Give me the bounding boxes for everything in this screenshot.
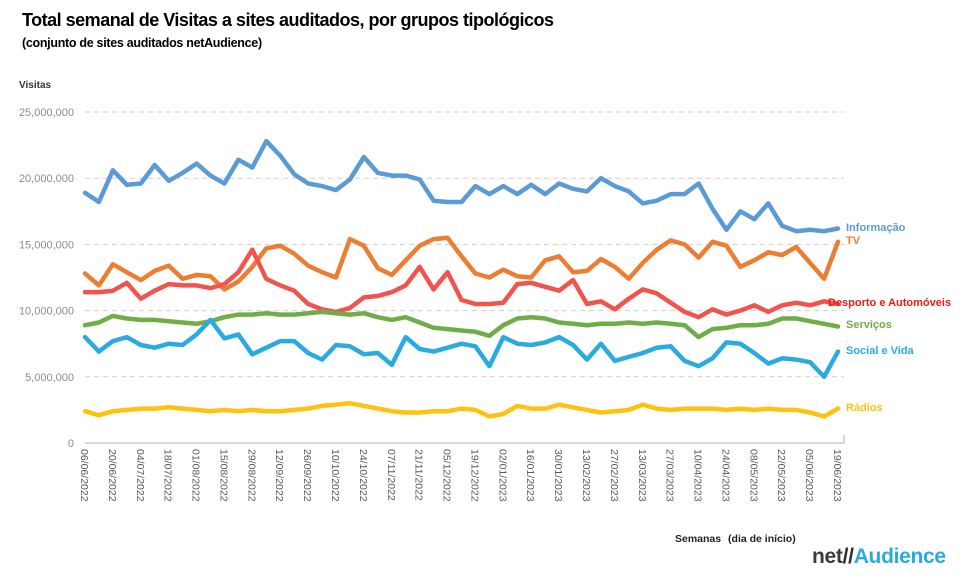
y-tick-label: 20,000,000: [18, 173, 74, 186]
logo-net-text: net: [812, 545, 843, 568]
y-tick-label: 25,000,000: [18, 107, 74, 119]
legend-label-radios: Rádios: [846, 401, 883, 414]
logo-audience-text: Audience: [853, 545, 946, 568]
x-tick-label: 07/11/2022: [384, 449, 397, 501]
x-axis-title: [675, 533, 796, 545]
logo-slashes-text: //: [842, 545, 854, 568]
x-tick-label: 10/04/2023: [691, 449, 704, 502]
x-tick-label: 13/02/2023: [580, 449, 592, 502]
x-tick-label: 27/03/2023: [663, 449, 676, 502]
x-tick-label: 08/05/2023: [747, 449, 760, 502]
x-tick-label: 12/09/2022: [273, 449, 286, 502]
x-tick-label: 01/08/2022: [189, 449, 202, 502]
x-axis-title-detail: (dia de início): [728, 533, 796, 545]
y-tick-label: 10,000,000: [18, 305, 74, 318]
legend-label-servicos: Serviços: [846, 319, 892, 332]
x-tick-label: 19/12/2022: [468, 449, 481, 502]
x-tick-label: 21/11/2022: [412, 449, 425, 501]
x-tick-label: 24/10/2022: [356, 449, 369, 502]
x-tick-label: 18/07/2022: [161, 449, 174, 502]
x-tick-label: 22/05/2023: [775, 449, 788, 502]
x-tick-label: 16/01/2023: [524, 449, 537, 502]
y-axis-title: Visitas: [19, 80, 52, 91]
x-tick-label: 06/06/2022: [78, 449, 90, 502]
x-tick-label: 04/07/2022: [133, 449, 146, 502]
x-tick-label: 02/01/2023: [496, 449, 509, 502]
legend-label-informacao: Informação: [846, 221, 906, 234]
y-tick-label: 15,000,000: [18, 239, 74, 252]
x-tick-label: 05/06/2023: [803, 449, 816, 502]
x-tick-label: 19/06/2023: [831, 449, 843, 502]
x-tick-label: 29/08/2022: [245, 449, 258, 502]
series-line-radios: [85, 403, 838, 416]
chart-subtitle: (conjunto de sites auditados netAudience): [22, 36, 262, 50]
x-tick-label: 24/04/2023: [719, 449, 732, 502]
series-line-informacao: [85, 141, 838, 231]
legend-label-tv: TV: [846, 234, 861, 247]
x-tick-label: 27/02/2023: [607, 449, 620, 502]
x-tick-label: 15/08/2022: [217, 449, 230, 502]
series-line-tv: [85, 238, 838, 290]
x-axis-title-main: Semanas: [675, 533, 722, 545]
x-tick-label: 10/10/2022: [329, 449, 341, 502]
y-tick-label: 0: [67, 438, 74, 450]
y-tick-label: 5,000,000: [25, 371, 74, 384]
chart-title: Total semanal de Visitas a sites auditados, por grupos tipológicos: [22, 10, 554, 30]
x-tick-label: 13/03/2023: [635, 449, 648, 502]
x-tick-label: 05/12/2022: [440, 449, 453, 502]
legend-label-desporto-e-automoveis: Desporto e Automóveis: [828, 296, 952, 309]
netaudience-logo: [812, 545, 946, 569]
x-tick-label: 30/01/2023: [552, 449, 565, 502]
x-tick-label: 26/09/2022: [301, 449, 314, 502]
x-tick-label: 20/06/2022: [105, 449, 118, 502]
legend-label-social-e-vida: Social e Vida: [846, 344, 914, 357]
